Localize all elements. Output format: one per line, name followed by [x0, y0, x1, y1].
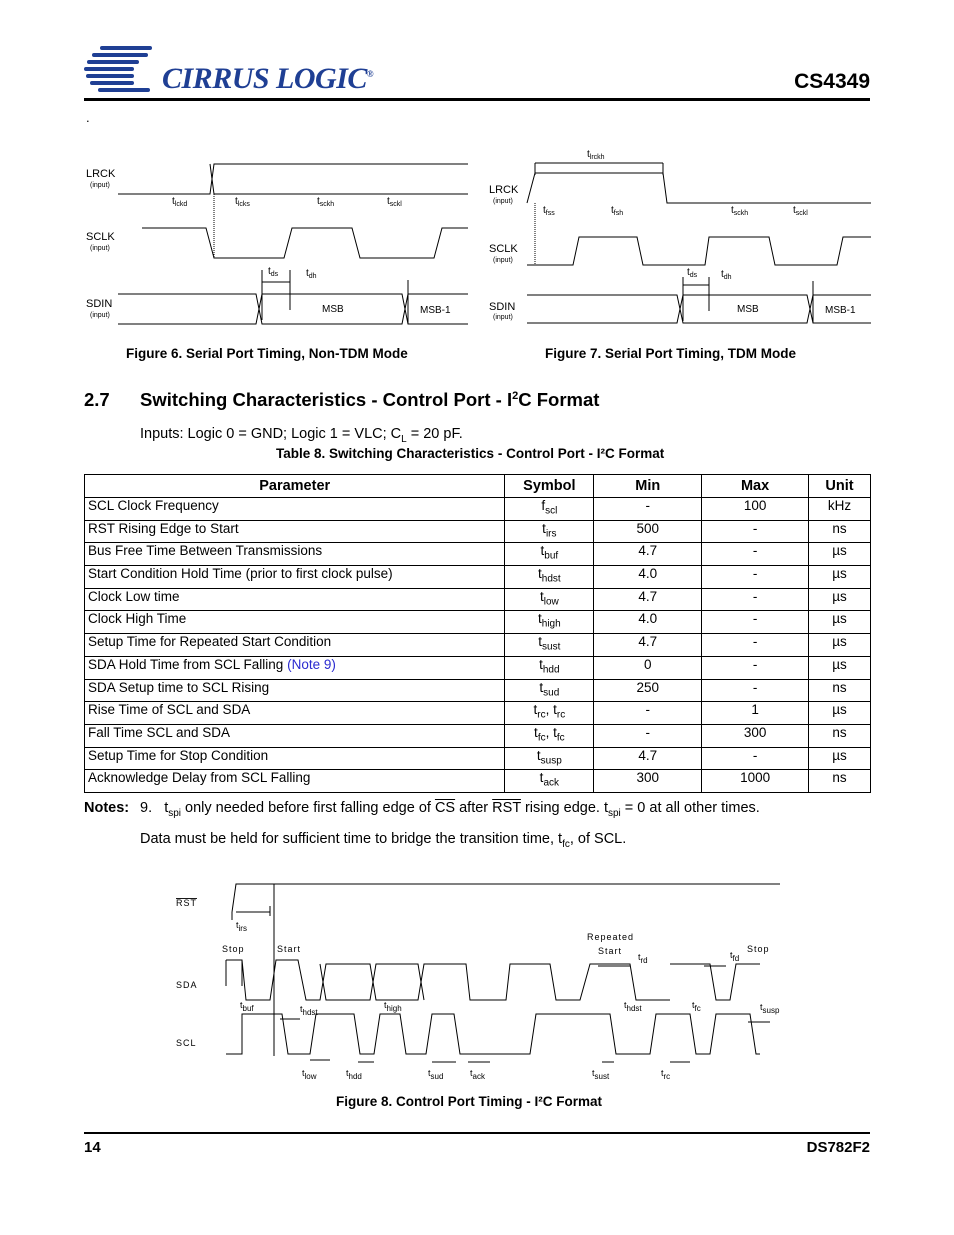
cell-symbol: $t_{high}$	[505, 611, 594, 634]
cell-symbol: $t_{irs}$	[505, 520, 594, 543]
cell-min: -	[594, 724, 702, 747]
fig8-start2: Start	[598, 946, 623, 956]
cell-parameter: Setup Time for Stop Condition	[85, 747, 505, 770]
fig6-sdin-label: SDIN	[86, 298, 113, 310]
cell-max: -	[702, 634, 809, 657]
svg-text:tds: $t_{ds}$	[687, 267, 698, 279]
svg-text:thdst: thdst	[624, 1000, 642, 1013]
cell-max: -	[702, 656, 809, 679]
cirrus-swirl-icon	[84, 44, 166, 96]
cell-parameter: Acknowledge Delay from SCL Falling	[85, 770, 505, 793]
cell-min: 250	[594, 679, 702, 702]
cell-unit: µs	[809, 588, 871, 611]
cell-parameter: Setup Time for Repeated Start Condition	[85, 634, 505, 657]
sdin-waveform	[118, 294, 468, 324]
cell-unit: µs	[809, 747, 871, 770]
cell-parameter: SDA Hold Time from SCL Falling (Note 9)	[85, 656, 505, 679]
cell-symbol: $f_{scl}$	[505, 498, 594, 521]
cell-symbol: $t_{sud}$	[505, 679, 594, 702]
cell-parameter: Clock High Time	[85, 611, 505, 634]
fig8-repeated: Repeated	[587, 932, 635, 942]
svg-text:tirs: tirs	[236, 920, 247, 933]
table-row	[85, 747, 871, 770]
svg-text:(input): (input)	[90, 312, 110, 319]
figure-8-diagram	[170, 876, 785, 1088]
lrck-waveform	[118, 164, 468, 194]
scl-waveform	[226, 1014, 566, 1054]
fig7-msb: MSB	[737, 304, 759, 315]
table-row	[85, 634, 871, 657]
notes-label: Notes:	[84, 800, 130, 816]
cell-max: -	[702, 679, 809, 702]
fig8-stop1: Stop	[222, 944, 245, 954]
figure-6-diagram	[84, 150, 474, 330]
cell-max: -	[702, 543, 809, 566]
fig7-lrck-label: LRCK	[489, 184, 519, 196]
cell-max: -	[702, 611, 809, 634]
svg-text:tfsh: $t_{fsh}$	[611, 205, 624, 217]
svg-text:tlow: tlow	[302, 1068, 317, 1081]
cell-symbol: $t_{low}$	[505, 588, 594, 611]
figure-7-diagram	[487, 145, 872, 330]
figure-6-caption: Figure 6. Serial Port Timing, Non-TDM Mode	[126, 346, 408, 361]
svg-text:tsckh: $t_{sckh}$	[317, 196, 335, 208]
cell-symbol: $t_{sust}$	[505, 634, 594, 657]
cell-max: 100	[702, 498, 809, 521]
switching-characteristics-table	[84, 474, 871, 793]
cell-symbol: $t_{buf}$	[505, 543, 594, 566]
cell-min: 4.0	[594, 566, 702, 589]
figure-8-caption: Figure 8. Control Port Timing - I²C Format	[336, 1094, 602, 1109]
fig7-sclk-label: SCLK	[489, 243, 518, 255]
cell-parameter: Rise Time of SCL and SDA	[85, 702, 505, 725]
cell-unit: µs	[809, 702, 871, 725]
cell-unit: µs	[809, 611, 871, 634]
note-9: 9. $t_{spi}$ only needed before first falling edge of $\overline{CS}$ after $\overline{RST}$ rising edge. $t_{spi} = 0$ at all other times.	[140, 800, 760, 819]
table-row	[85, 498, 871, 521]
cell-min: 4.7	[594, 634, 702, 657]
note-9-link[interactable]: (Note 9)	[287, 656, 336, 672]
table-header-row	[85, 475, 871, 498]
cell-max: -	[702, 588, 809, 611]
figure-7-caption: Figure 7. Serial Port Timing, TDM Mode	[545, 346, 797, 361]
cell-unit: ns	[809, 724, 871, 747]
company-logo	[84, 44, 374, 96]
cell-max: -	[702, 747, 809, 770]
svg-text:tsust: tsust	[592, 1068, 610, 1081]
svg-text:tsckl: $t_{sckl}$	[387, 196, 402, 208]
cell-parameter: $\overline{RST}$ Rising Edge to Start	[85, 520, 505, 543]
sclk-waveform	[527, 237, 871, 265]
cell-parameter: Start Condition Hold Time (prior to first clock pulse)	[85, 566, 505, 589]
fig6-sclk-label: SCLK	[86, 231, 115, 243]
sdin-waveform	[527, 295, 871, 323]
svg-text:tfd: tfd	[730, 950, 740, 963]
svg-text:(input): (input)	[90, 245, 110, 252]
table-row	[85, 611, 871, 634]
fig8-rst-label: RST	[176, 898, 197, 908]
svg-text:(input): (input)	[493, 198, 513, 205]
svg-text:tlckd: $t_{lckd}$	[172, 196, 188, 208]
logo-wordmark: CIRRUS LOGIC®	[162, 62, 374, 95]
fig6-lrck-label: LRCK	[86, 168, 116, 180]
inputs-conditions: Inputs: Logic 0 = GND; Logic 1 = VLC; $C_L = 20$ pF.	[140, 426, 463, 445]
svg-text:(input): (input)	[493, 314, 513, 321]
svg-text:tlcks: $t_{lcks}$	[235, 196, 250, 208]
cell-parameter: Clock Low time	[85, 588, 505, 611]
col-max: Max	[702, 475, 809, 498]
cell-min: 4.0	[594, 611, 702, 634]
svg-text:tsckl: $t_{sckl}$	[793, 205, 808, 217]
cell-unit: µs	[809, 566, 871, 589]
svg-text:(input): (input)	[493, 257, 513, 264]
cell-unit: kHz	[809, 498, 871, 521]
svg-text:thigh: thigh	[384, 1000, 402, 1013]
cell-min: -	[594, 498, 702, 521]
svg-text:tdh: $t_{dh}$	[306, 268, 317, 280]
svg-text:trc: trc	[661, 1068, 671, 1081]
cell-symbol: $t_{hdst}$	[505, 566, 594, 589]
table-title: Table 8. Switching Characteristics - Control Port - I²C Format	[276, 446, 665, 461]
cell-max: 1	[702, 702, 809, 725]
fig7-msb1: MSB-1	[825, 305, 856, 316]
svg-text:thdd: thdd	[346, 1068, 362, 1081]
cell-parameter: Bus Free Time Between Transmissions	[85, 543, 505, 566]
col-unit: Unit	[809, 475, 871, 498]
cell-min: 500	[594, 520, 702, 543]
fig8-stop2: Stop	[747, 944, 770, 954]
table-row	[85, 520, 871, 543]
table-row	[85, 543, 871, 566]
sclk-waveform	[142, 228, 468, 258]
lrck-waveform	[527, 173, 871, 203]
cell-symbol: $t_{hdd}$	[505, 656, 594, 679]
cell-parameter: Fall Time SCL and SDA	[85, 724, 505, 747]
cell-unit: ns	[809, 770, 871, 793]
fig6-msb: MSB	[322, 304, 344, 315]
svg-text:tlrckh: $t_{lrckh}$	[587, 149, 605, 161]
fig8-sda-label: SDA	[176, 980, 198, 990]
cell-symbol: $t_{susp}$	[505, 747, 594, 770]
fig7-sdin-label: SDIN	[489, 301, 516, 313]
cell-min: 4.7	[594, 543, 702, 566]
cell-min: -	[594, 702, 702, 725]
svg-text:tsud: tsud	[428, 1068, 444, 1081]
svg-text:tsusp: tsusp	[760, 1002, 780, 1015]
col-parameter: Parameter	[85, 475, 505, 498]
svg-text:thdst: thdst	[300, 1004, 318, 1017]
document-id: DS782F2	[806, 1139, 870, 1156]
table-row	[85, 588, 871, 611]
note-9-line2: Data must be held for sufficient time to bridge the transition time, $t_{fc}$, of SCL.	[140, 831, 627, 850]
cell-symbol: $t_{ack}$	[505, 770, 594, 793]
cell-max: 300	[702, 724, 809, 747]
col-symbol: Symbol	[505, 475, 594, 498]
header-rule	[84, 98, 870, 101]
table-row	[85, 679, 871, 702]
fig8-scl-label: SCL	[176, 1038, 197, 1048]
sda-waveform	[226, 960, 566, 1000]
cell-min: 0	[594, 656, 702, 679]
cell-symbol: $t_{rc}$, $t_{rc}$	[505, 702, 594, 725]
page-number: 14	[84, 1139, 101, 1156]
footer-rule	[84, 1132, 870, 1134]
svg-text:tfc: tfc	[692, 1000, 701, 1013]
cell-max: -	[702, 520, 809, 543]
cell-symbol: $t_{fc}$, $t_{fc}$	[505, 724, 594, 747]
svg-text:tbuf: tbuf	[240, 1000, 254, 1013]
cell-max: 1000	[702, 770, 809, 793]
svg-text:(input): (input)	[90, 182, 110, 189]
cell-unit: ns	[809, 679, 871, 702]
svg-text:tfss: $t_{fss}$	[543, 205, 555, 217]
table-row	[85, 566, 871, 589]
cell-parameter: SDA Setup time to SCL Rising	[85, 679, 505, 702]
cell-min: 4.7	[594, 747, 702, 770]
fig8-start: Start	[277, 944, 302, 954]
table-row	[85, 702, 871, 725]
svg-text:tdh: $t_{dh}$	[721, 269, 732, 281]
svg-text:tsckh: $t_{sckh}$	[731, 205, 749, 217]
col-min: Min	[594, 475, 702, 498]
cell-parameter: SCL Clock Frequency	[85, 498, 505, 521]
stray-dot: .	[86, 110, 90, 125]
svg-text:trd: trd	[638, 952, 648, 965]
part-number: CS4349	[794, 70, 870, 93]
table-row	[85, 770, 871, 793]
rst-waveform	[232, 884, 780, 912]
svg-text:tack: tack	[470, 1068, 485, 1081]
cell-unit: ns	[809, 520, 871, 543]
cell-max: -	[702, 566, 809, 589]
cell-min: 4.7	[594, 588, 702, 611]
cell-unit: µs	[809, 656, 871, 679]
fig6-msb1: MSB-1	[420, 305, 451, 316]
table-row	[85, 724, 871, 747]
section-number: 2.7	[84, 389, 110, 410]
table-row	[85, 656, 871, 679]
cell-min: 300	[594, 770, 702, 793]
cell-unit: µs	[809, 543, 871, 566]
svg-text:tds: $t_{ds}$	[268, 266, 279, 278]
section-title: Switching Characteristics - Control Port - $I^2C$ Format	[140, 389, 600, 410]
cell-unit: µs	[809, 634, 871, 657]
